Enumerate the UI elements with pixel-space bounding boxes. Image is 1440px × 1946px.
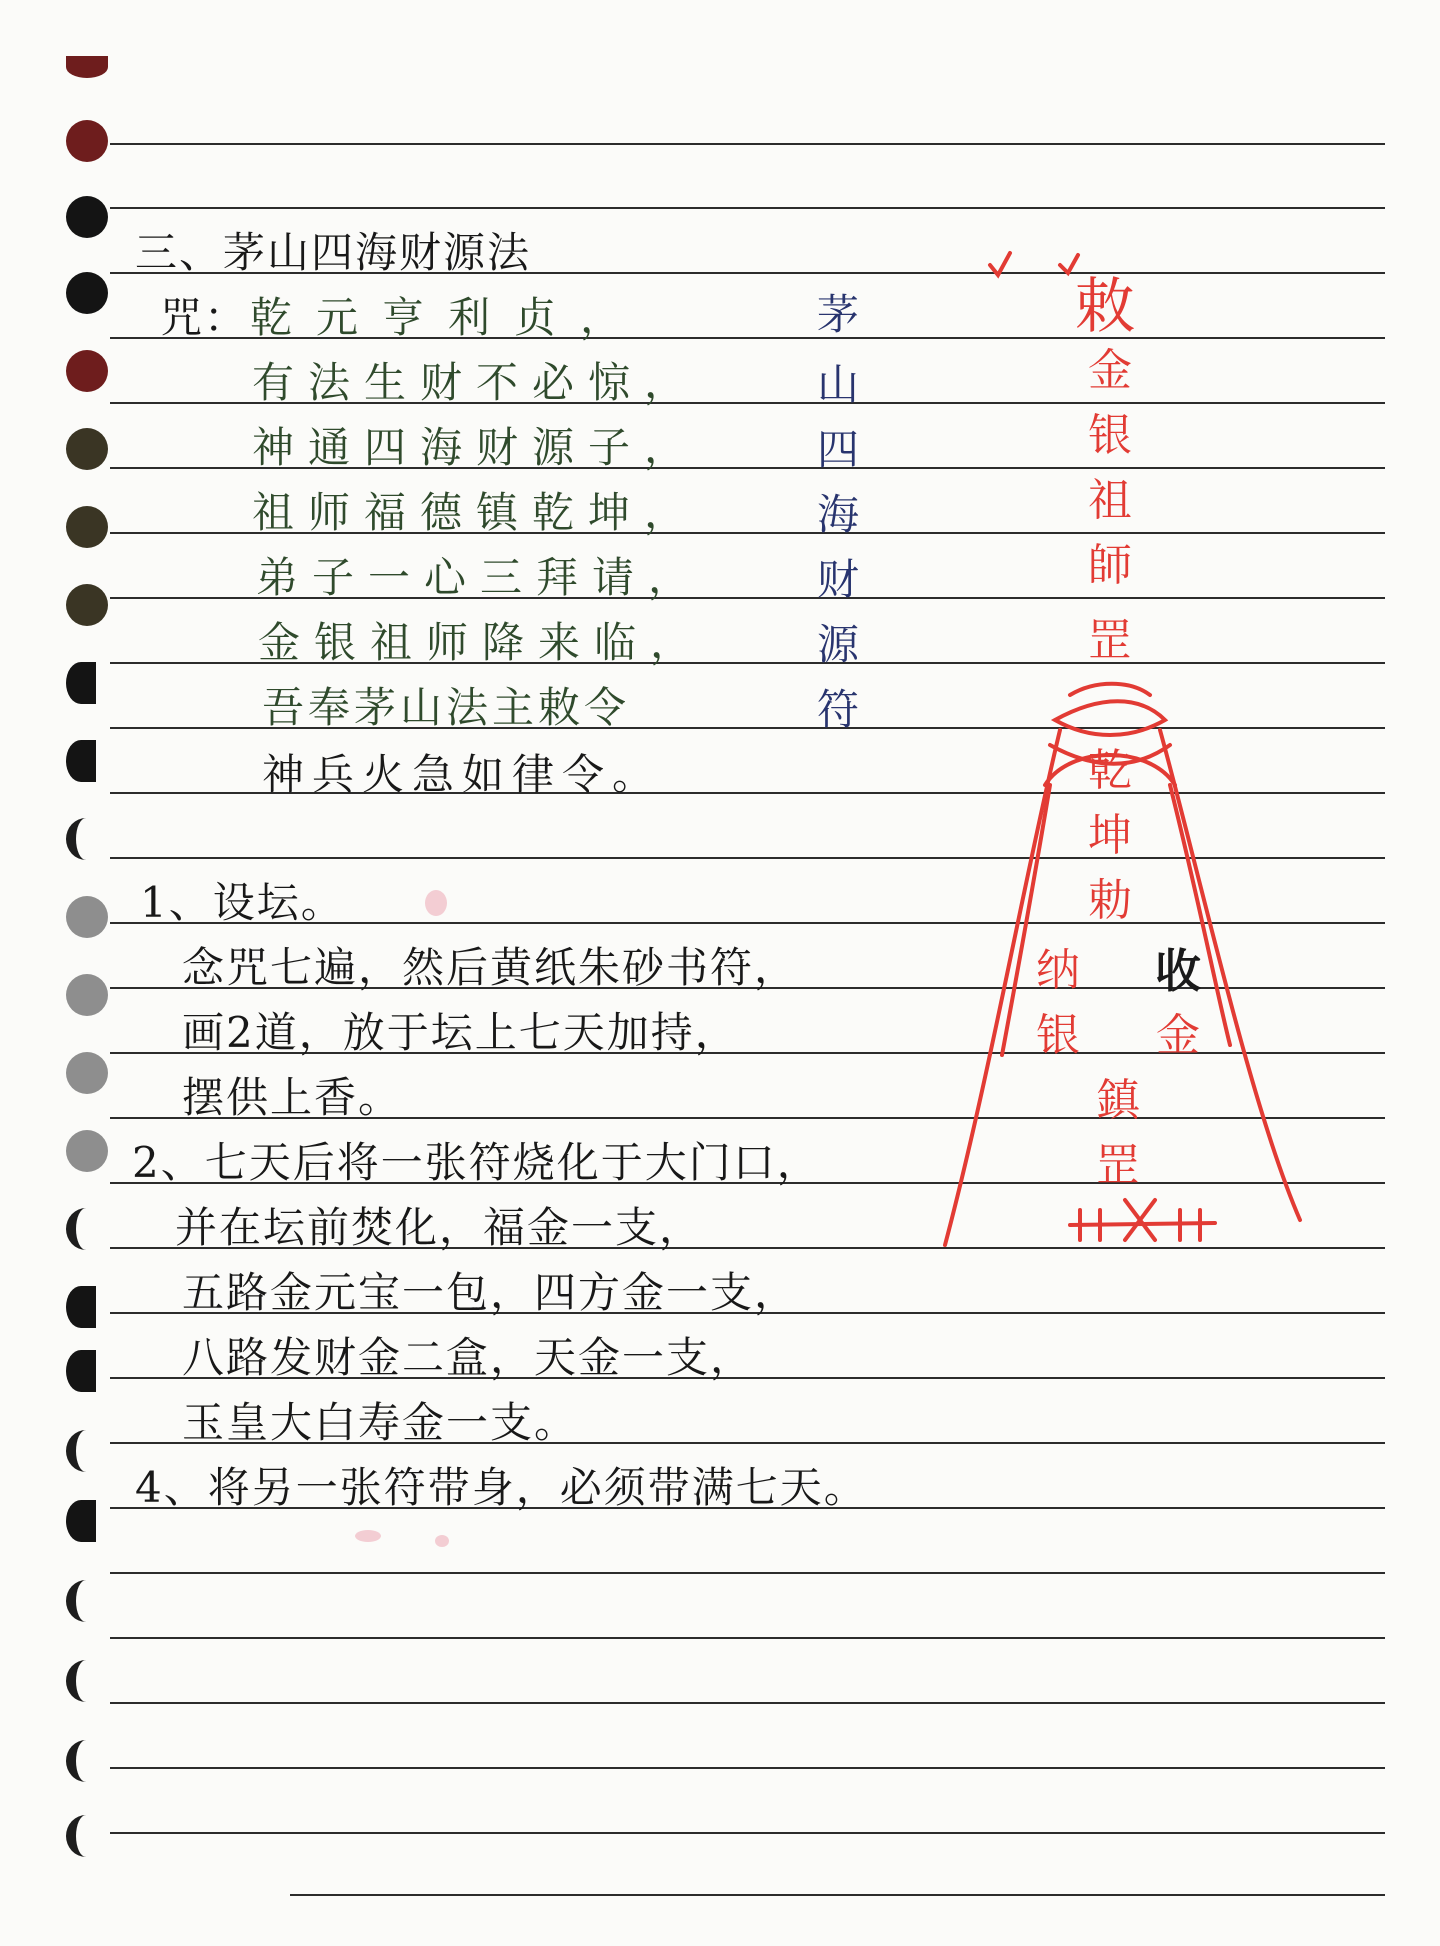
ruled-line: [110, 1767, 1385, 1769]
talisman-swirl: [1070, 684, 1150, 695]
binder-hole: [66, 896, 108, 938]
talisman-char: 敕: [1075, 272, 1135, 342]
binder-hole: [66, 1660, 106, 1702]
talisman-char: 罡: [1096, 1140, 1140, 1191]
step-title: 4、将另一张符带身，必须带满七天。: [135, 1463, 868, 1512]
ruled-line: [110, 1572, 1385, 1574]
step-line: 并在坛前焚化，福金一支，: [175, 1203, 704, 1252]
section-title: 三、茅山四海财源法: [135, 228, 532, 277]
step-title: 2、七天后将一张符烧化于大门口，: [132, 1138, 821, 1187]
talisman-char: 纳: [1036, 945, 1080, 996]
binder-hole: [66, 196, 108, 238]
binder-hole: [66, 506, 108, 548]
binder-hole: [66, 818, 106, 860]
column-char: 茅: [816, 290, 859, 339]
talisman-char: 祖: [1088, 475, 1132, 526]
step-line: 画2道，放于坛上七天加持，: [182, 1008, 739, 1057]
binder-hole: [66, 1350, 96, 1392]
binder-hole: [66, 1815, 106, 1857]
binder-hole: [66, 974, 108, 1016]
talisman-base: [1125, 1200, 1155, 1240]
binder-hole: [66, 1208, 106, 1250]
column-char: 财: [816, 555, 859, 604]
mantra-line: 乾元亨利贞，: [250, 293, 647, 342]
binder-hole: [66, 1500, 96, 1542]
ruled-line: [110, 1637, 1385, 1639]
ruled-line: [110, 1832, 1385, 1834]
ink-smudge: [435, 1535, 449, 1547]
check-mark: [1060, 255, 1078, 273]
talisman-char: 鎮: [1096, 1075, 1140, 1126]
red-talisman: [930, 225, 1330, 1265]
binder-hole: [66, 584, 108, 626]
mantra-line: 祖师福德镇乾坤，: [252, 488, 701, 537]
mantra-label: 咒：: [160, 293, 249, 342]
binder-hole: [66, 1580, 106, 1622]
talisman-swirl: [1055, 701, 1165, 735]
step-title: 1、设坛。: [140, 878, 345, 927]
column-char: 山: [816, 360, 859, 409]
talisman-char: 勅: [1088, 875, 1132, 926]
binder-hole: [66, 1052, 108, 1094]
binder-hole: [66, 120, 108, 162]
step-line: 八路发财金二盒，天金一支，: [182, 1333, 755, 1382]
check-mark: [990, 253, 1010, 275]
step-line: 五路金元宝一包，四方金一支，: [182, 1268, 799, 1317]
mantra-line: 吾奉茅山法主敕令: [262, 683, 631, 732]
column-char: 符: [816, 685, 859, 734]
talisman-char: 師: [1088, 540, 1132, 591]
binder-hole: [66, 662, 96, 704]
binder-hole: [66, 1430, 106, 1472]
mantra-line: 金银祖师降来临，: [258, 618, 707, 667]
step-line: 念咒七遍，然后黄纸朱砂书符，: [182, 943, 799, 992]
column-char: 四: [816, 425, 859, 474]
talisman-right-inner: [1170, 785, 1230, 1045]
step-line: 摆供上香。: [182, 1073, 403, 1122]
column-char: 源: [816, 620, 859, 669]
binder-hole: [66, 56, 108, 78]
talisman-char: 坤: [1088, 810, 1132, 861]
binder-hole: [66, 1740, 106, 1782]
mantra-line: 弟子一心三拜请，: [256, 553, 705, 602]
mantra-line: 有法生财不必惊，: [252, 358, 701, 407]
ruled-line: [110, 207, 1385, 209]
column-char: 海: [816, 490, 859, 539]
talisman-char: 银: [1088, 410, 1132, 461]
ruled-line: [110, 1702, 1385, 1704]
talisman-char: 金: [1156, 1010, 1200, 1061]
talisman-char: 金: [1088, 345, 1132, 396]
binder-hole: [66, 1286, 96, 1328]
mantra-line: 神兵火急如律令。: [262, 750, 663, 799]
talisman-char: 乾: [1088, 745, 1132, 796]
ink-smudge: [355, 1530, 381, 1542]
step-line: 玉皇大白寿金一支。: [182, 1398, 579, 1447]
talisman-char: 罡: [1088, 615, 1132, 666]
binder-hole: [66, 350, 108, 392]
mantra-line: 神通四海财源子，: [252, 423, 701, 472]
binder-hole: [66, 1130, 108, 1172]
talisman-black-char: 收: [1155, 944, 1201, 998]
ruled-line: [290, 1894, 1385, 1896]
binder-hole: [66, 740, 96, 782]
binder-hole: [66, 272, 108, 314]
ruled-line: [110, 143, 1385, 145]
ink-smudge: [425, 890, 447, 916]
talisman-char: 银: [1036, 1010, 1080, 1061]
binder-hole: [66, 428, 108, 470]
